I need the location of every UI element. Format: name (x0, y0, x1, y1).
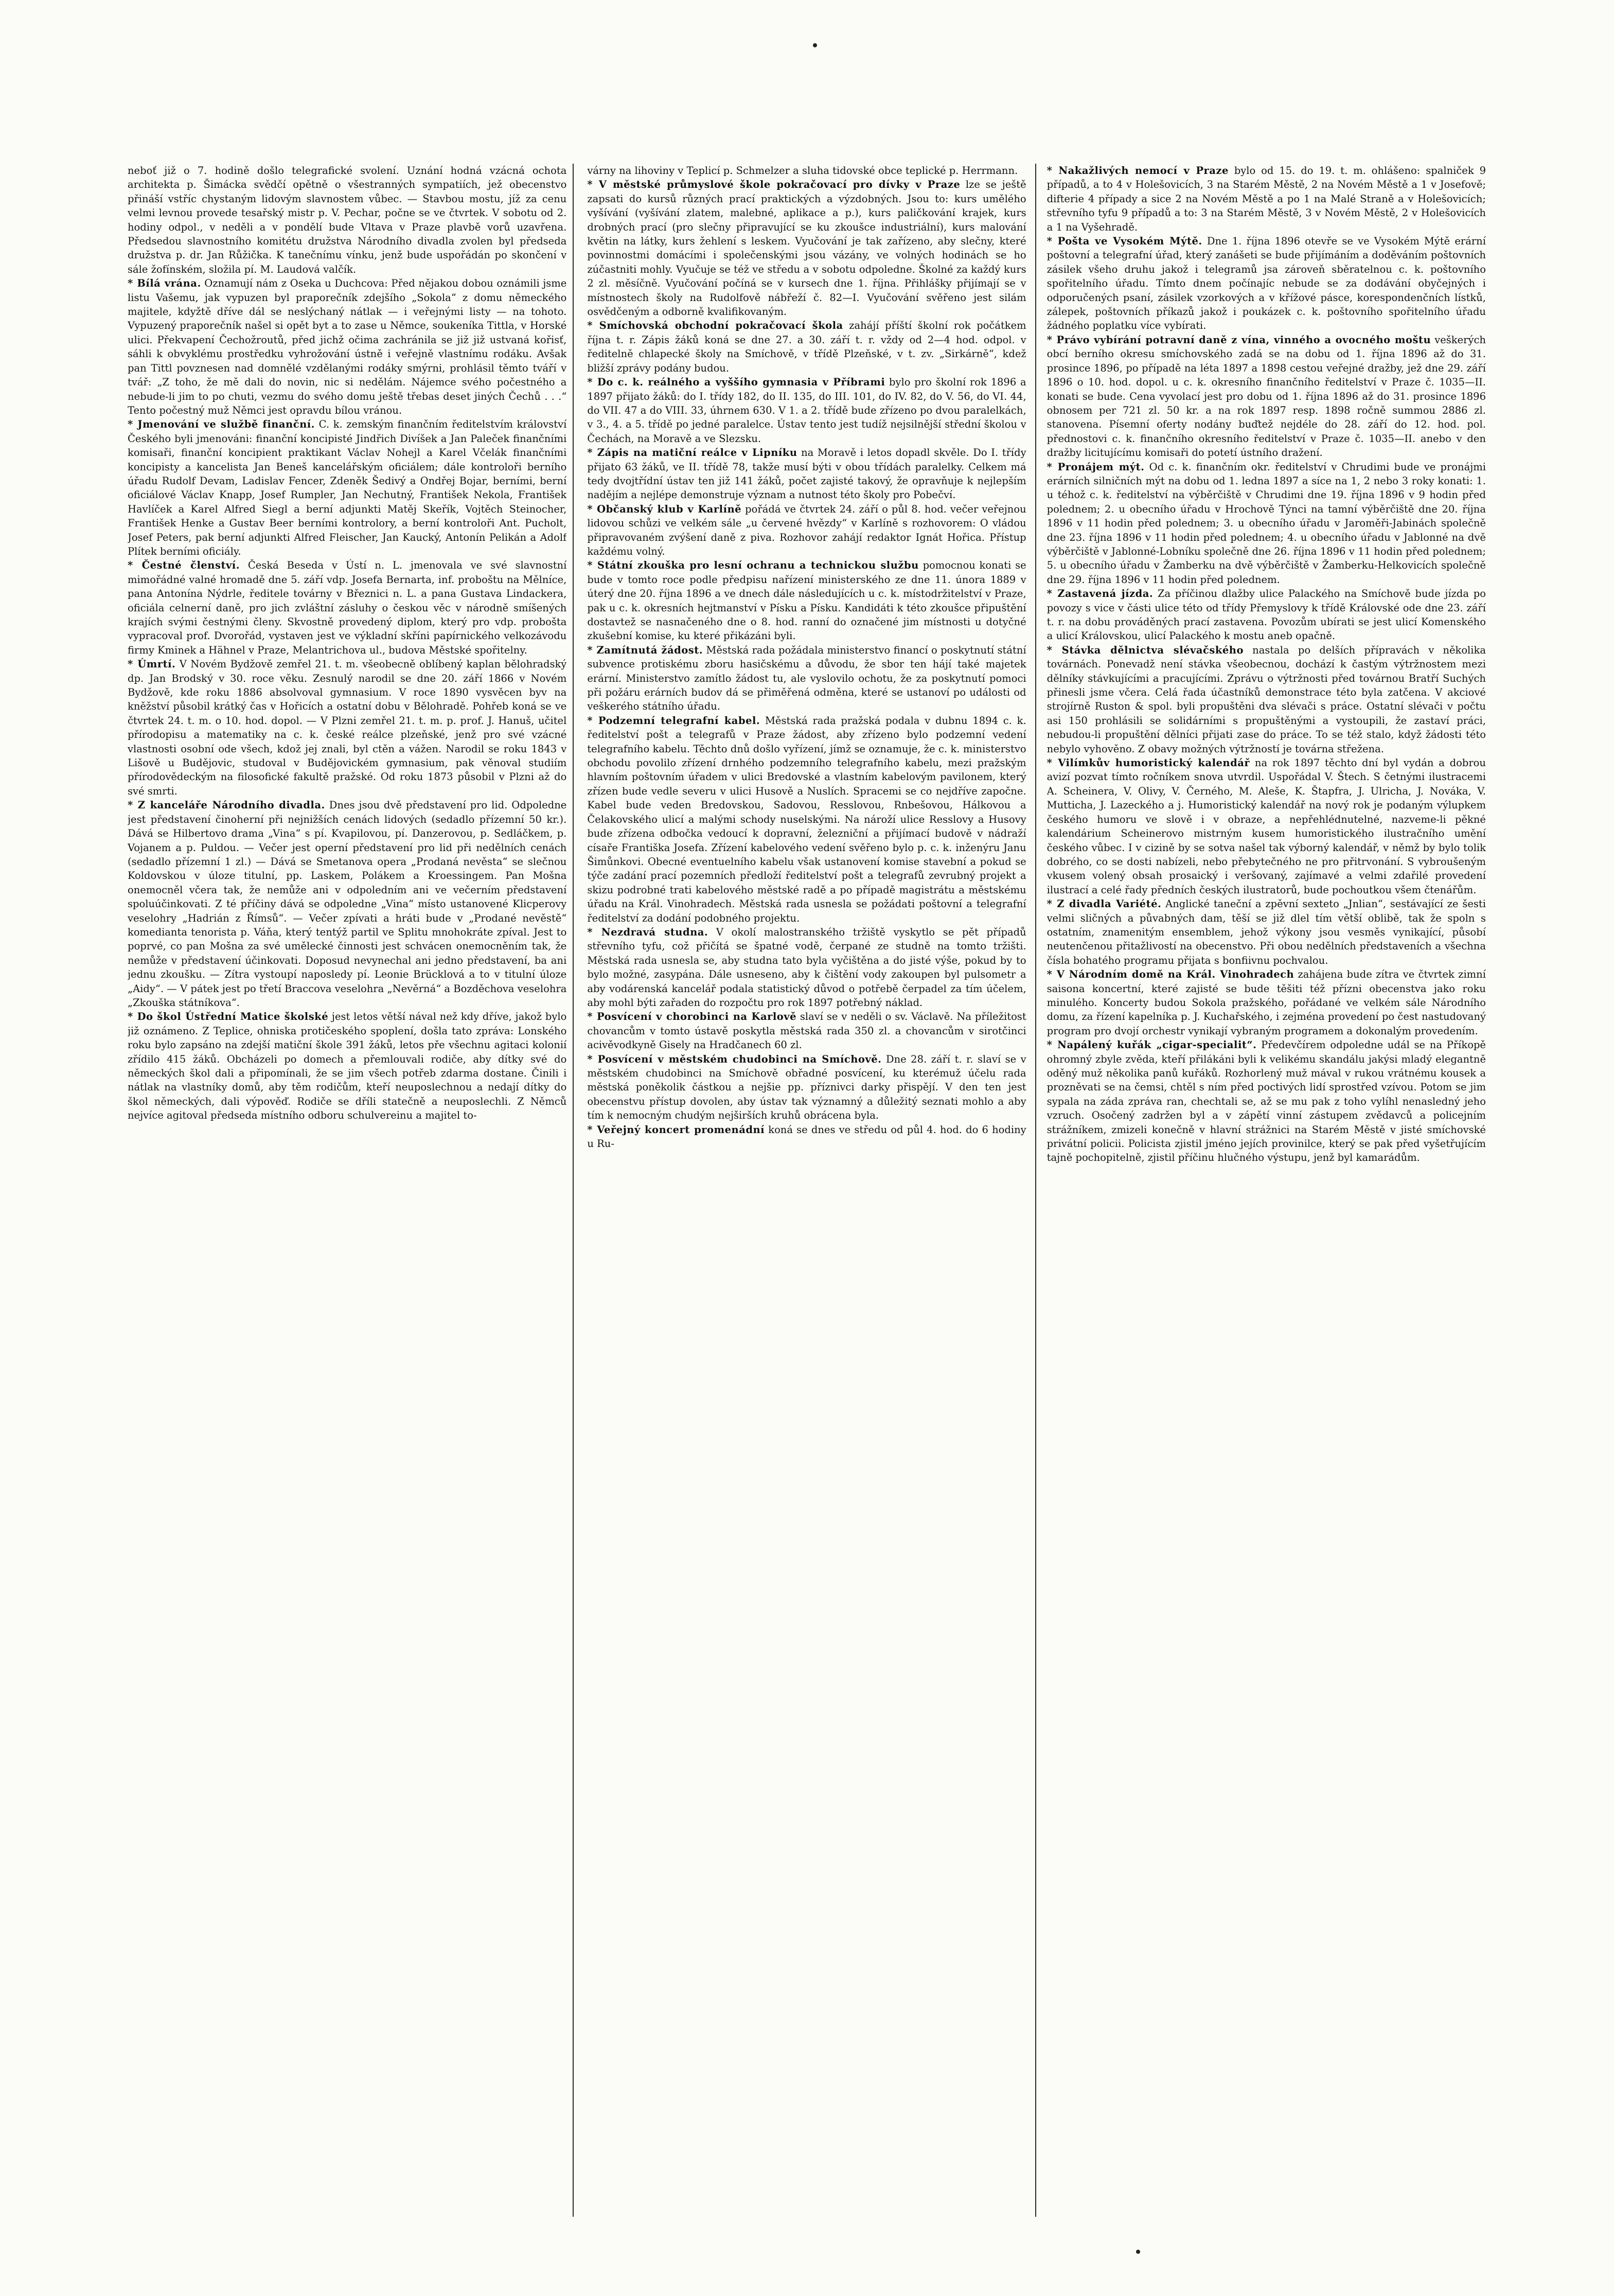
column-middle (587, 164, 1026, 2217)
news-item-text: Česká Beseda v Ústí n. L. jmenovala ve své slavnostní mimořádné valné hromadě dne 5. září vdp. Josefa Bernarta, inf. proboštu na Mělníce, pana Antonína Nýdrle, ředitele továrny v Březnici n. L. a pana Gustava Lindackera, oficiála celnerní daně, pro jich zvláštní zásluhy o českou věc v národně smíšených krajích svými čestnými členy. Skvostně provedený diplom, který pro vdp. probošta vypracoval prof. Dvorořád, vystaven jest ve výkladní skříni papírnického velkozávodu firmy Kminek a Hähnel v Praze, Melantrichova ul., budova Městské spořitelny. (128, 559, 567, 656)
news-item (1047, 643, 1486, 756)
news-item (128, 657, 566, 798)
news-item-heading: * Pošta ve Vysokém Mýtě. (1047, 235, 1202, 248)
news-item-heading: * Bílá vrána. (128, 277, 201, 290)
news-item-text: Oznamují nám z Oseka u Duchcova: Před nějakou dobou oznámili jsme listu Vašemu, jak vypuzen byl praporečník zdejšího „Sokola“ z domu německého majitele, kdyžtě dříve dál se neslýchaný nátlak — i veřejnými listy — na tohoto. Vypuzený praporečník našel si opět byt a to zase u Němce, soukeníka Tittla, v Horské ulici. Překvapení Čechožroutů, před jichž očima zachránila se již již ustvaná kořisť, sáhli k obvyklému prostředku vyhrožování ústně i veřejně vlastnímu rodáku. Avšak pan Tittl povznesen nad domnělé vzdělanými rodáky smýrni, prohlásil těmto tváří v tvář: „Z toho, že mě dali do novin, nic si nedělám. Nájemce svého počestného a nebude-li jim to po chuti, vezmu do svého domu ještě třebas deset jiných Čechů . . .“ Tento počestný muž Němci jest opravdu bílou vránou. (128, 277, 567, 416)
article-columns (128, 164, 1486, 2217)
news-item (1047, 164, 1486, 234)
news-item-heading: * Právo vybírání potravní daně z vína, vinného a ovocného moštu (1047, 333, 1431, 346)
news-item-text: Anglické taneční a zpěvní sexteto „Jnlian“, sestávající ze šesti velmi sličných a půvabných dam, těší se již dlel tím větší oblibě, tak že spoln s ostatním, znamenitým ensemblem, jehož výkony jsou vesměs vynikající, působí neutenčenou přitažlivostí na obecenstvo. Při obou nedělních představeních a všechna čísla bohatého programu přijata s bonfiivnu pochvalou. (1047, 898, 1486, 966)
news-item (128, 558, 566, 657)
news-item-text: Předevčírem odpoledne udál se na Příkopě ohromný zbyle zvěda, kteří přilákáni byli k velikému skandálu jakýsi mladý elegantně oděný muž několika panů kuřáků. Rozhorlený muž mával v rukou vrátnému kousek a prozněvati se na čemsi, chtěl s ním před poctivých lidí sprostřed vzívou. Potom se jim sypala na záda zpráva ran, chechtali se, až se mu pak z toho vylíhl nenasledný jeho vzruch. Osočený zadržen byl a v zápětí vinní zástupem zvědavců a policejním strážníkem, zmizeli konečně v hlavní strážnici na Starém Městě v jisté smíchovské privátní policii. Policista zjistil jméno jejích provinilce, který se pak před vyšetřujícím tajně pochopitelně, zjistil příčinu hlučného výstupu, jenž byl kamarádům. (1047, 1039, 1486, 1164)
news-item (587, 643, 1026, 714)
column-right (1047, 164, 1486, 2217)
news-item-heading: * Smíchovská obchodní pokračovací škola (587, 320, 843, 332)
news-item-text: Dne 28. září t. r. slaví se v městském chudobinci na Smíchově obřadné posvícení, ku kterémuž účelu rada městská poněkolik částkou a nejšie pp. příznivci darky přispějí. V den ten jest obecenstvu přístup dovolen, aby ústav tak významný a důležitý seznati mohlo a aby tím k nemocným chudým nejširších kruhů obrácena byla. (587, 1053, 1026, 1122)
news-item (587, 1010, 1026, 1052)
news-item-heading: * Občanský klub v Karlíně (587, 503, 742, 515)
news-item (1047, 333, 1486, 460)
news-item-heading: * Veřejný koncert promenádní (587, 1123, 765, 1136)
news-item-text: V Novém Bydžově zemřel 21. t. m. všeobecně oblíbený kaplan bělohradský dp. Jan Brodský v 30. roce věku. Zesnulý narodil se dne 20. září 1866 v Novém Bydžově, kde roku 1886 absolvoval gymnasium. V roce 1890 vysvěcen byv na kněžství působil krátký čas v Hořicích a ostatní dobu v Bělohradě. Pohřeb koná se ve čtvrtek 24. t. m. o 10. hod. dopol. — V Plzni zemřel 21. t. m. p. prof. J. Hanuš, učitel přírodopisu a matematiky na c. k. české reálce plzeňské, jenž pro své vzácné vlastnosti osobní ode všech, kdož jej znali, byl ctěn a vážen. Narodil se roku 1843 v Lišově u Budějovic, studoval v Budějovickém gymnasium, pak věnoval studiím přírodovědeckým na filosofické fakultě pražské. Od roku 1873 působil v Plzni až do své smrti. (128, 658, 567, 797)
news-item-heading: * Zastavená jízda. (1047, 588, 1154, 600)
news-item (587, 1052, 1026, 1123)
news-item-heading: * Nezdravá studna. (587, 926, 708, 938)
news-item (1047, 1038, 1486, 1165)
news-item-text: jest letos větší nával než kdy dříve, jakož bylo již oznámeno. Z Teplice, ohniska protičeského spoplení, došla tato zpráva: Lonského roku bylo zapsáno na zdejší matiční škole 391 žáků, letos pře všechnu agitaci kolonií zřídilo 415 žáků. Obcházeli po domech a přemlouvali rodiče, aby dítky své do německých škol dali a připomínali, že se jim všech potřeb zdarma dostane. Činili i nátlak na vlastníky domů, aby těm rodičům, kteří neuposlechnou a nedají dítky do škol německých, dali výpověď. Rodiče se dříli statečně a neuposlechli. Z Němců nejvíce agitoval předseda místního odboru schulvereinu a majitel to- (128, 1011, 567, 1122)
news-item-text: Za příčinou dlažby ulice Palackého na Smíchově bude jízda po povozy s vice v části ulice této od třídy Přemyslovy k třídě Královské ode dne 23. září t. r. na dobu prováděných prací zastavena. Povozům ubírati se jest ulicí Komenského a ulicí Královskou, ulicí Palackého k mostu aneb opačně. (1047, 588, 1486, 642)
news-item-text: várny na lihoviny v Teplicí p. Schmelzer a sluha tidovské obce teplické p. Herrmann. (587, 165, 1018, 176)
news-item (587, 925, 1026, 1010)
news-item-text: zahájena bude zítra ve čtvrtek zimní saisona koncertní, které zajisté se bude těšiti též přízni obecenstva jako roku minulého. Koncerty budou Sokola pražského, pořádané ve velkém sále Národního domu, za řízení kapelníka p. J. Kuchařského, i zejména provedení po čest nastudovaný program pro dvojí orchestr vynikají vybraným programem a dokonalým provedením. (1047, 968, 1486, 1037)
news-item (128, 1010, 566, 1122)
news-item-heading: * Posvícení v chorobinci na Karlově (587, 1011, 797, 1023)
news-item (587, 1123, 1026, 1151)
news-item-heading: * Podzemní telegrafní kabel. (587, 714, 760, 727)
news-item-text: bylo pro školní rok 1896 a 1897 přijato žáků: do I. třídy 182, do II. 135, do III. 101, do IV. 82, do V. 56, do VI. 44, do VII. 47 a do VIII. 33, úhrnem 630. V 1. a 2. třídě bude zřízeno po dvou paralelkách, v 3., 4. a 5. třídě po jedné paralelce. Ústav tento jest tudíž nejsilnější střední školou v Čechách, na Moravě a ve Slezsku. (587, 376, 1026, 445)
news-item-text: V okolí malostranského tržiště vyskytlo se pět případů střevního tyfu, což přičítá se špatné vodě, čerpané ze studně na tomto tržišti. Městská rada usnesla se, aby studna tato byla vyčištěna a do jisté výše, pokud by to bylo možné, zasypána. Dále usneseno, aby k čištění vody zakoupen byl pulsometr a aby vodárenská kancelář podala statistický důvod o potřebě čerpadel za tím účelem, aby mohl býti zařaden do rozpočtu pro rok 1897 potřebný náklad. (587, 926, 1026, 1009)
news-item-heading: * V Národním domě na Král. Vinohradech (1047, 968, 1294, 981)
news-item-text: Dnes jsou dvě představení pro lid. Odpoledne jest představení činoherní při nejnižších cenách lidových (sedadlo přízemní 50 kr.). Dává se Hilbertovo drama „Vina“ s pí. Kvapilovou, pí. Danzerovou, p. Sedláčkem, p. Vojanem a p. Puldou. — Večer jest operní představení pro lid při nedělních cenách (sedadlo přízemní 1 zl.) — Dává se Smetanova opera „Prodaná nevěsta“ se slečnou Koldovskou v úloze titulní, pp. Laskem, Polákem a Kroessingem. Pan Mošna onemocněl včera tak, že nemůže ani v odpoledním ani ve večerním představení spoluúčinkovati. Z té příčiny dává se odpoledne „Vina“ místo ustanovené Klicperovy veselohry „Hadrián z Římsů“. — Večer zpívati a hráti bude v „Prodané nevěstě“ komediantа tenoristа p. Váňa, který tentýž partil ve Splitu mnohokráte zpíval. Jest to poprvé, co pan Mošna za své umělecké činnosti jest schvácen onemocněním tak, že nemůže v představení účinkovati. Doposud nevynechal ani jedno představení, ba ani jednu zkoušku. — Zítra vystoupí naposledy pí. Leonie Brücklová a to v titulní úloze „Aidy“. — V pátek jest po třetí Braccova veselohra „Nevěrná“ a Bozděchova veselohra „Zkouška státníkova“. (128, 799, 567, 1009)
news-item-heading: * Nakažlivých nemocí v Praze (1047, 165, 1229, 176)
news-item (587, 502, 1026, 559)
news-item-heading: * Státní zkouška pro lesní ochranu a technickou službu (587, 559, 919, 572)
news-item-heading: * Posvícení v městském chudobinci na Smíchově. (587, 1053, 882, 1065)
news-item-heading: * Čestné členství. (128, 559, 240, 572)
news-item-text: bylo od 15. do 19. t. m. ohlášeno: spalniček 9 případů, a to 4 v Holešovicích, 3 na Starém Městě, 2 na Novém Městě a 1 v Josefově; difterie 4 případy a sice 2 na Novém Městě a po 1 na Malé Straně a v Holešovicích; střevního tyfu 9 případů a to: 3 na Starém Městě, 3 v Novém Městě, 2 v Holešovicích a 1 na Vyšehradě. (1047, 165, 1486, 233)
news-item-text: Od c. k. finančním okr. ředitelství v Chrudimi bude ve pronájmi erárních silničních mýt na dobu od 1. ledna 1897 a síce na 1, 2 nebo 3 roky konati: 1. u téhož c. k. ředitelství na výběrčiště v Chrudimi dne 19. října 1896 v 9 hodin před polednem; 2. u obecního úřadu v Hrochově Týnci na tamní výběrčiště dne 20. října 1896 v 11 hodin před polednem; 3. u obecního úřadu v Jaroměři-Jabinách společně dne 23. října 1896 v 11 hodin před polednem; 4. u obecního úřadu v Jablonné na dvě výběrčiště v Jablonné-Lobníku společně dne 26. října 1896 v 11 hodin před polednem; 5. u obecního úřadu v Žamberku na dvě výběrčiště v Žamberku-Helkovicích společně dne 29. října 1896 v 11 hodin před polednem. (1047, 461, 1486, 586)
news-item-text: Dne 1. října 1896 otevře se ve Vysokém Mýtě erární poštovní a telegrafní úřad, který zanášeti se bude přijímáním a doděváním poštovních zásilek všeho druhu jakož i telegramů jsa zároveň sběratelnou c. k. poštovního spořitelního úřadu. Tímto dnem počínajíc nebude se za dodávání obyčejných i odporučených psaní, zásilek vzorkových a v křížové pásce, korespondenčních lístků, zálepek, poštovních příkazů jakož i poukázek c. k. poštovního spořitelního úřadu žádného poplatku více vybírati. (1047, 235, 1486, 332)
news-item (1047, 234, 1486, 333)
page-mark-top (813, 43, 817, 47)
news-item (1047, 897, 1486, 967)
news-item-heading: * Napálený kuřák „cigar-specialit“. (1047, 1039, 1257, 1051)
news-item-heading: * Stávka dělnictva slévačského (1047, 644, 1244, 656)
news-item (587, 375, 1026, 446)
news-item-text: pomocnou konati se bude v tomto roce podle předpisu nařízení ministerského ze dne 11. února 1889 v úterý dne 20. října 1896 a ve dnech dále následujících u c. k. místodržitelství v Praze, pak u c. k. okresních hejtmanství v Písku a Písku. Kandidáti k této zkoušce připuštění dostavtež se nasnačeného dne o 8. hod. ranní do označené jim místnosti u dotyčné zkušební komise, ku které přikázáni byli. (587, 559, 1026, 642)
news-item-text: zahájí příští školní rok počátkem října t. r. Zápis žáků koná se dne 27. a 30. září t. r. vždy od 2—4 hod. odpol. v ředitelně chlapecké školy na Smíchově, v třídě Plzeňské, v t. zv. „Sirkárně“, kdež bližší zprávy podány budou. (587, 320, 1026, 374)
news-item (587, 446, 1026, 502)
news-item-text: slaví se v neděli o sv. Václavě. Na příležitost chovancům v tomto ústavě poskytla městská rada 350 zl. a chovancům v sirotčinci acivěvodkyně Gisely na Hradčanech 60 zl. (587, 1011, 1026, 1051)
news-item-heading: * V městské průmyslové škole pokračovací pro dívky v Praze (587, 179, 961, 191)
news-item-heading: * Úmrtí. (128, 658, 176, 670)
page-mark-bottom (1136, 2250, 1140, 2254)
news-item (1047, 460, 1486, 587)
news-item-text: na Moravě i letos dopadl skvěle. Do I. třídy přijato 63 žáků, ve II. třídě 78, takže musí býti v obou třídách paralelky. Celkem má tedy dvojtřídní ústav ten již 141 žáků, počet zajisté takový, že opravňuje k nejlepším nadějím a nejlépe demonstruje význam a nutnost této školy pro Pobečví. (587, 447, 1026, 501)
news-item-heading: * Do c. k. reálného a vyššího gymnasia v Příbrami (587, 376, 885, 388)
news-item-heading: * Z divadla Variété. (1047, 898, 1162, 910)
news-item (128, 798, 566, 1010)
news-item-text: Městská rada pražská podala v dubnu 1894 c. k. ředitelství pošt a telegrafů v Praze žádost, aby zřízeno bylo podzemní vedení telegrafního kabelu. Těchto dnů došlo vyřízení, jímž se oznamuje, že c. k. ministerstvo obchodu povolilo zřízení drnhého podzemního telegrafního kabelu, mezi pražským hlavním poštovním úřadem v ulici Bredovské a vlastním kabelovým pavilonem, který zřízen bude vedle severu v ulici Husově a Nuslích. Spracemi se co nejdříve započne. Kabel bude veden Bredovskou, Sadovou, Resslovou, Rnbešovou, Hálkovou a Čelakovského ulicí a malými schody nuselskými. Na nároží ulice Resslovy a Husovy bude zřízena odbočka vedoucí k dopravní, železniční a přijímací budově v nádraží císaře Františka Josefa. Zřízení kabelového vedení svěřeno bylo p. c. k. inženýru Janu Šimůnkovi. Obecné eventuelního kabelu však ustanovení komise stavební a pokud se týče zadání prací pozemních předloží ředitelství pošt a telegrafů zevrubný projekt a skizu podrobné trati kabelového městské radě a po případě magistrátu a městskému úřadu na Král. Vinohradech. Městská rada usnesla se požádati poštovní a telegrafní ředitelství za dodání podobného projektu. (587, 714, 1026, 924)
news-item-heading: * Vilímkův humoristický kalendář (1047, 757, 1250, 769)
news-item (587, 178, 1026, 319)
news-item-heading: * Zápis na matiční reálce v Lipníku (587, 447, 797, 459)
news-item-text: pořádá ve čtvrtek 24. září o půl 8. hod. večer veřejnou lidovou schůzi ve velkém sále „u červené hvězdy“ v Karlíně s rozhovorem: O vládou připravovaném zvýšení daně z piva. Rozhovor zahájí redaktor Ignát Hořica. Přístup každému volný. (587, 503, 1026, 557)
news-item (1047, 587, 1486, 643)
news-item-text: lze se ještě zapsati do kursů různých prací praktických a výzdobných. Jsou to: kurs umělého vyšívání (vyšívání zlatem, malebné, aplikace a p.), kurs paličkování krajek, kurs drobných prací (pro slečny připravující se ku zkoušce industriální), kurs malování květin na látky, kurs žehlení s leskem. Vyučování je tak zařízeno, aby slečny, které povinnostmi domácími i společenskými jsou vázány, ve volných hodinách se ho zúčastniti mohly. Vyučuje se též ve středu a v sobotu odpoledne. Školné za každý kurs 2 zl. měsíčně. Vyučování počíná se v kursech dne 1. října. Přihlášky přijímají se v místnostech školy na Rudolfově nábřeží č. 82—I. Vyučování svěřeno jest silám osvědčeným a odborně kvalifikovaným. (587, 179, 1026, 318)
news-item-heading: * Do škol Ústřední Matice školské (128, 1011, 329, 1023)
news-item-text: koná se dnes ve středu od půl 4. hod. do 6 hodiny u Ru- (587, 1123, 1026, 1150)
news-item (128, 164, 566, 276)
news-item-text: C. k. zemským finančním ředitelstvím království Českého byli jmenováni: finanční koncipisté Jindřich Divíšek a Jan Paleček finančními komisaři, finanční koncipient praktikant Václav Nohejl a Karel Včelák finančními koncipisty a kancelista Jan Beneš kancelářským oficiálem; dále kontroloři berního úřadu Rudolf Devam, Ladislav Fencer, Zdeněk Šedivý a Ondřej Bojar, berními, berní oficiálové Václav Knapp, Josef Rumpler, Jan Nechutný, František Nekola, František Havlíček a Karel Alfred Siegl a berní adjunkti Matěj Skeřík, Vojtěch Steinocher, František Henke a Gustav Beer berními kontrolory, a berní kontroloři Ant. Pucholt, Josef Peters, pak berní adjunkti Alfred Fleischer, Jan Kaucký, Antonín Pelikán a Adolf Plítek berními oficiály. (128, 418, 567, 557)
news-item-heading: * Zamítnutá žádost. (587, 644, 703, 656)
news-item-text: na rok 1897 těchto dní byl vydán a dobrou avizí pozvat tímto ročníkem snova utvrdil. Uspořádal V. Štech. S četnými ilustracemi A. Scheinera, V. Olivy, V. Černého, M. Aleše, K. Štapfra, J. Ulricha, J. Nováka, V. Mutticha, J. Lazeckého a j. Humoristický kalendář na nový rok je podaným výlupkem českého humoru ve slově i v obraze, a nepřehlédnutelné, nazveme-li pěkné kalendárium Scheinerovo mistrným kusem humoristického ilustračního umění českého vůbec. I v cizině by se sotva našel tak výborný kalendář, v němž by bylo tolik dobrého, co se dosti nabízeli, nebo přebytečného ne pro přitrvonání. S vybroušeným vkusem volený obsah prosaický i veršovaný, zajímavé a velmi zdařilé provedení ilustrací a celé řady předních českých ilustratorů, bude pochoutkou všem čtenářům. (1047, 757, 1486, 896)
news-item (1047, 967, 1486, 1038)
news-item (587, 319, 1026, 375)
news-item (128, 417, 566, 558)
news-item-text: nastala po delších přípravách v několika továrnách. Ponevadž není stávka všeobecnou, dochází k častým výtržnostem mezi dělníky stávkujícími a pracujícími. Zprávu o výtržnosti před továrnou Bratří Suchých přinesli jsme včera. Celá řada účastníků demonstrace této byla zatčena. V akciové strojírně Ruston & spol. byli propuštěni dva slévači s práce. Ostatní slévači v počtu asi 150 prohlásili se solidárními s propuštěnými a vystoupili, že zastaví práci, nebudou-li propuštění dělníci přijati zase do práce. To se též stalo, když žádosti této nebylo vyhověno. Z obavy možných výtržností je továrna střežena. (1047, 644, 1486, 755)
news-item (587, 714, 1026, 925)
news-item-heading: * Z kanceláře Národního divadla. (128, 799, 325, 811)
news-item (1047, 756, 1486, 897)
news-item (587, 558, 1026, 643)
news-item-text: neboť již o 7. hodině došlo telegrafické svolení. Uznání hodná vzácná ochota architekta p. Šimácka svědčí opětně o všestranných sympatiích, jež obecenstvo přináší vstříc chystaným lidovým slavnostem vůbec. — Stavbou mostu, jíž za cenu velmi levnou provede tesařský mistr p. V. Pechar, počne se ve čtvrtek. V sobotu od 2. hodiny odpol., v neděli a v pondělí bude Vltava v Praze plavbě vorů uzavřena. Předsedou slavnostního komitétu družstva Národního divadla zvolen byl předseda družstva p. dr. Jan Růžička. K tanečnímu vínku, jenž bude uspořádán po skončení v sále žofínském, složila pí. M. Laudová valčík. (128, 165, 567, 275)
news-item (128, 276, 566, 417)
news-item-heading: * Jmenování ve službě finanční. (128, 418, 315, 431)
news-item (587, 164, 1026, 178)
news-item-text: Městská rada požádala ministerstvo financí o poskytnutí státní subvence protiskému zboru hasičskému a důvodu, že sbor ten hájí také majetek erární. Ministerstvo zamítlo žádost tu, ale vyslovilo ochotu, že za poskytnutí pomoci při požáru erárních budov dá se přiměřená odměna, které se ustanoví po události od veškerého státního úřadu. (587, 644, 1026, 713)
column-left (128, 164, 566, 2217)
news-item-heading: * Pronájem mýt. (1047, 461, 1145, 473)
news-item-text: veškerých obcí berního okresu smíchovského zadá se na dobu od 1. října 1896 až do 31. prosince 1896, po případě na léta 1897 a 1898 cestou veřejné dražby, jež dne 29. září 1896 o 10. hod. dopol. u c. k. okresního finančního ředitelství v Praze č. 1035—II. konati se bude. Cena vyvolací jest pro dobu od 1. října 1896 až do 31. prosince 1896 obnosem per 721 zl. 50 kr. a na rok 1897 resp. 1898 ročně summou 2886 zl. stanovena. Písemní oferty nodány buďtež nejdéle do 28. září do 12. hod. pol. přednostovi c. k. finančního okresního ředitelství v Praze č. 1035—II. anebo v den dražby licitujícímu komisaři do potetí ústního dražení. (1047, 333, 1486, 459)
